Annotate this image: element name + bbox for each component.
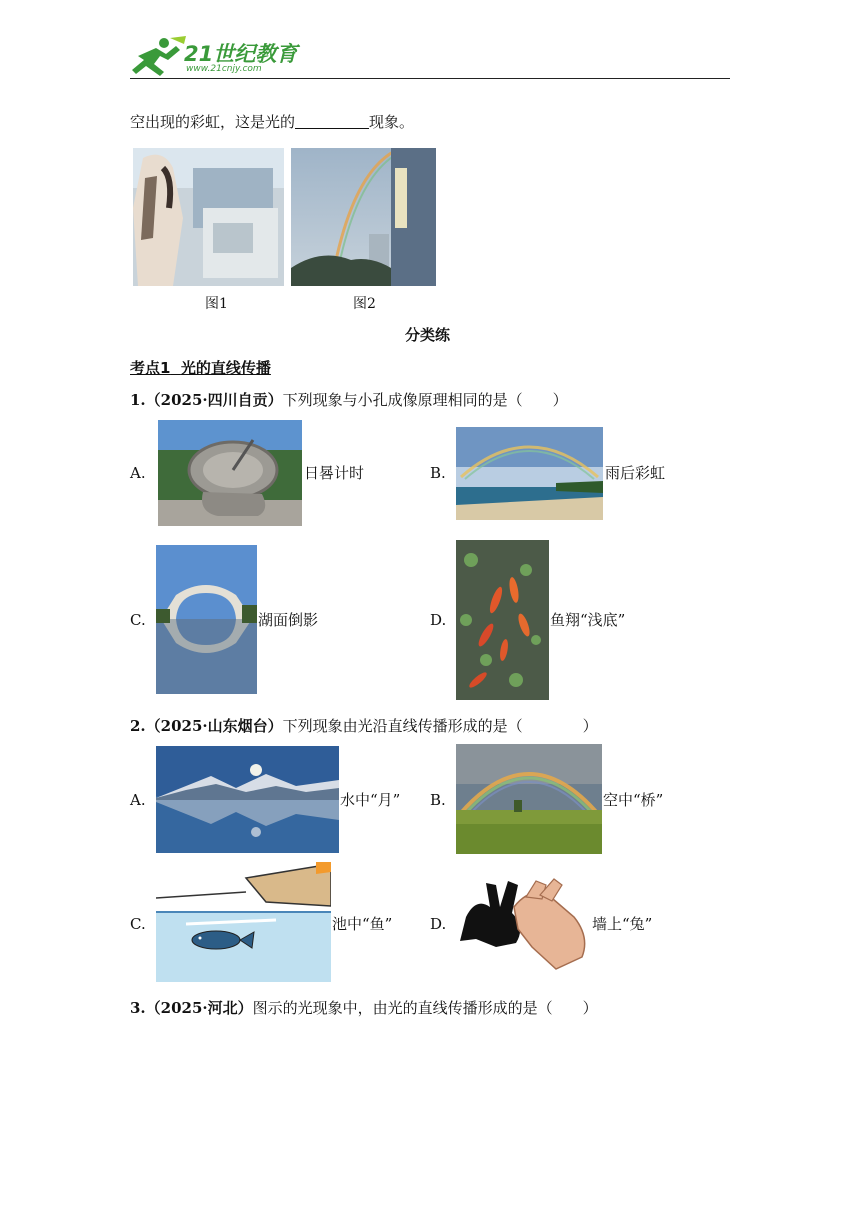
boat-fish-drawing — [156, 862, 331, 982]
q1-option-b-letter: B. — [430, 464, 446, 482]
topic-label: 考点1 — [130, 359, 171, 377]
q2-option-a-label: 水中“月” — [340, 791, 401, 809]
q1-option-c-label: 湖面倒影 — [258, 611, 319, 629]
intro-text-before: 空出现的彩虹，这是光的 — [130, 113, 296, 131]
q1-option-d-label: 鱼翔“浅底” — [550, 611, 626, 629]
hand-shadow-photo — [456, 877, 592, 972]
question-2-stem — [130, 716, 598, 736]
question-1-text: 下列现象与小孔成像原理相同的是（ ） — [282, 391, 568, 409]
question-3-text: 图示的光现象中，由光的直线传播形成的是（ ） — [252, 999, 598, 1017]
sundial-photo — [158, 420, 302, 526]
answer-blank — [295, 112, 369, 129]
q1-option-b-label: 雨后彩虹 — [605, 464, 666, 482]
logo-text: 21世纪教育 — [184, 42, 298, 66]
topic-heading — [130, 358, 271, 378]
header-rule — [130, 78, 730, 79]
question-2-text: 下列现象由光沿直线传播形成的是（ ） — [282, 717, 598, 735]
question-3-source: （2025·河北） — [145, 999, 253, 1017]
figure-2-caption: 图2 — [353, 296, 376, 312]
figure-1-caption: 图1 — [205, 296, 228, 312]
logo-url: www.21cnjy.com — [186, 64, 262, 74]
koi-pond-photo — [456, 540, 549, 700]
intro-text — [130, 112, 414, 132]
topic-title: 光的直线传播 — [180, 359, 271, 377]
q2-option-d-label: 墙上“兔” — [592, 915, 653, 933]
runner-logo-icon — [130, 34, 190, 80]
q2-option-a-letter: A. — [130, 791, 146, 809]
q2-option-c-label: 池中“鱼” — [332, 915, 393, 933]
question-1-stem — [130, 390, 568, 410]
question-2-source: （2025·山东烟台） — [145, 717, 283, 735]
question-3-number: 3. — [130, 999, 146, 1017]
bridge-reflection-photo — [156, 545, 257, 694]
q2-option-b-letter: B. — [430, 791, 446, 809]
rainbow-beach-photo — [456, 427, 603, 520]
rainbow-field-photo — [456, 744, 602, 854]
intro-text-after: 现象。 — [369, 113, 415, 131]
q2-option-c-letter: C. — [130, 915, 146, 933]
q2-option-d-letter: D. — [430, 915, 447, 933]
question-3-stem — [130, 998, 598, 1018]
q1-option-d-letter: D. — [430, 611, 447, 629]
question-1-number: 1. — [130, 391, 146, 409]
figure-2-image — [291, 148, 436, 286]
q1-option-a-letter: A. — [130, 464, 146, 482]
site-logo — [130, 34, 310, 80]
q2-option-b-label: 空中“桥” — [603, 791, 664, 809]
question-1-source: （2025·四川自贡） — [145, 391, 283, 409]
question-2-number: 2. — [130, 717, 146, 735]
section-title: 分类练 — [405, 326, 451, 344]
figure-1-image — [133, 148, 284, 286]
q1-option-c-letter: C. — [130, 611, 146, 629]
q1-option-a-label: 日晷计时 — [304, 464, 365, 482]
moon-lake-photo — [156, 746, 339, 853]
